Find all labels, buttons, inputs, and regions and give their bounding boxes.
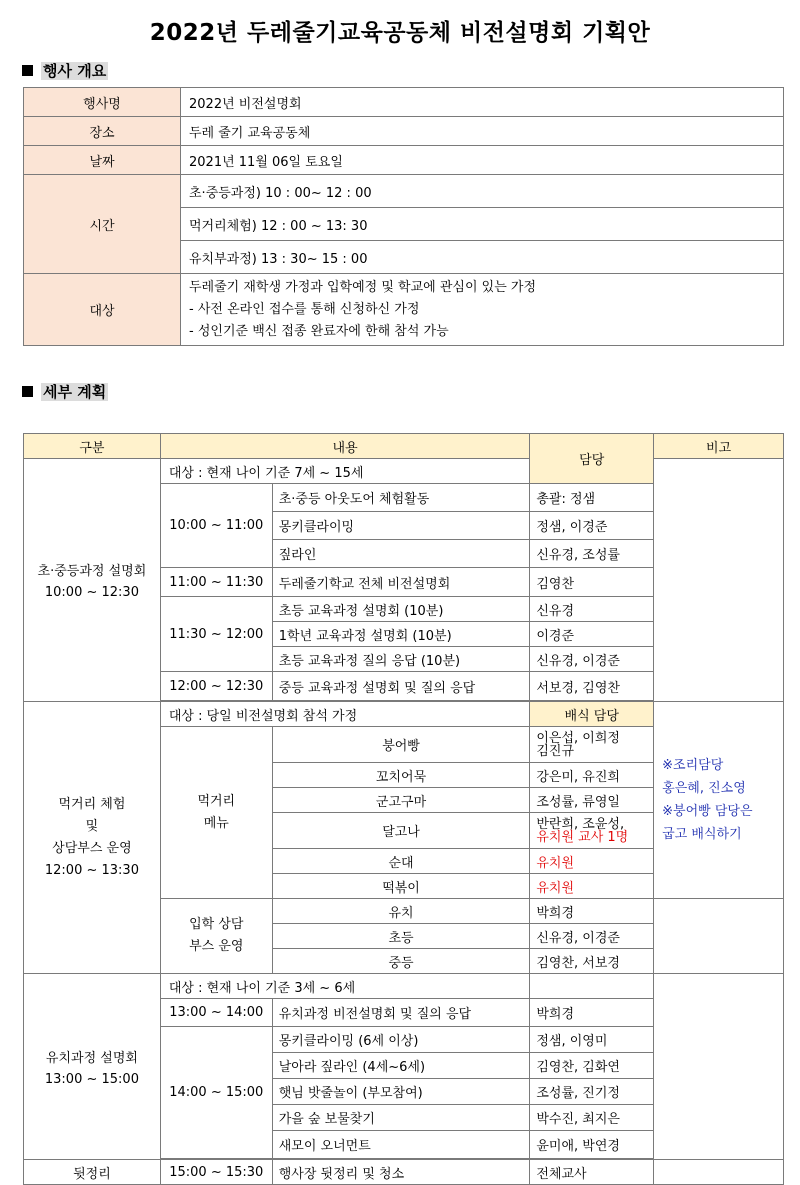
kinder-category-time: 13:00 ~ 15:00 <box>44 1071 139 1087</box>
header-note: 비고 <box>654 434 784 459</box>
kinder-note-cell <box>654 974 784 1160</box>
primary-category-cell <box>24 459 161 702</box>
kinder-target: 대상 : 현재 나이 기준 3세 ~ 6세 <box>160 974 529 999</box>
primary-target: 대상 : 현재 나이 기준 7세 ~ 15세 <box>160 459 529 484</box>
owner <box>530 974 654 999</box>
booth-item: 유치 <box>272 899 530 924</box>
food-owner-header: 배식 담당 <box>530 702 654 727</box>
booth-label-line: 부스 운영 <box>189 939 244 954</box>
owner: 유치원 <box>530 874 654 899</box>
overview-time-value: 먹거리체험) 12 : 00 ~ 13: 30 <box>181 208 784 241</box>
square-bullet-icon <box>22 386 33 397</box>
menu-label-cell <box>160 727 272 899</box>
overview-target-line: - 성인기준 백신 접종 완료자에 한해 참석 가능 <box>189 323 449 339</box>
menu-item: 붕어빵 <box>272 727 530 763</box>
food-category-line: 및 <box>85 818 99 834</box>
food-note-line: 홍은혜, 진소영 <box>662 781 746 796</box>
menu-item: 순대 <box>272 849 530 874</box>
activity: 몽키클라이밍 <box>272 512 530 540</box>
food-note-line: ※조리담당 <box>662 758 724 773</box>
time-slot: 15:00 ~ 15:30 <box>160 1160 272 1185</box>
owner: 박수진, 최지은 <box>530 1105 654 1131</box>
primary-note-cell <box>654 459 784 702</box>
owner: 전체교사 <box>530 1160 654 1185</box>
section-heading-overview: 행사 개요 <box>22 60 108 81</box>
booth-item: 초등 <box>272 924 530 949</box>
owner: 조성률, 류영일 <box>530 788 654 813</box>
header-category: 구분 <box>24 434 161 459</box>
overview-time-value: 유치부과정) 13 : 30~ 15 : 00 <box>181 241 784 274</box>
owner: 정샘, 이영미 <box>530 1027 654 1053</box>
time-slot: 12:00 ~ 12:30 <box>160 672 272 701</box>
menu-item: 달고나 <box>272 813 530 849</box>
owner: 반란희, 조윤성, 유치원 교사 1명 <box>530 813 654 849</box>
owner: 신유경, 이경준 <box>530 924 654 949</box>
menu-label-line: 메뉴 <box>203 815 229 831</box>
food-category-line: 12:00 ~ 13:30 <box>44 862 139 878</box>
menu-item: 군고구마 <box>272 788 530 813</box>
activity: 1학년 교육과정 설명회 (10분) <box>272 622 530 647</box>
activity: 행사장 뒷정리 및 청소 <box>272 1160 530 1185</box>
primary-category-time: 10:00 ~ 12:30 <box>44 585 139 600</box>
activity: 중등 교육과정 설명회 및 질의 응답 <box>272 672 530 701</box>
food-category-cell <box>24 702 161 974</box>
activity: 초등 교육과정 질의 응답 (10분) <box>272 647 530 672</box>
activity: 초·중등 아웃도어 체험활동 <box>272 484 530 512</box>
overview-time-label: 시간 <box>24 175 181 274</box>
owner: 총괄: 정샘 <box>530 484 654 512</box>
activity: 짚라인 <box>272 540 530 568</box>
owner: 신유경, 조성률 <box>530 540 654 568</box>
owner: 김영찬 <box>530 568 654 597</box>
overview-name-value: 2022년 비전설명회 <box>181 88 784 117</box>
owner: 조성률, 진기정 <box>530 1079 654 1105</box>
booth-label-line: 입학 상담 <box>189 917 244 932</box>
square-bullet-icon <box>22 65 33 76</box>
overview-table <box>23 87 784 346</box>
owner: 윤미애, 박연경 <box>530 1131 654 1159</box>
overview-time-value: 초·중등과정) 10 : 00~ 12 : 00 <box>181 175 784 208</box>
activity: 새모이 오너먼트 <box>272 1131 530 1159</box>
food-note-line: 굽고 배식하기 <box>662 827 742 842</box>
owner: 이은섭, 이희정 김진규 <box>530 727 654 763</box>
food-category-line: 상담부스 운영 <box>52 840 132 856</box>
booth-note-cell <box>654 899 784 974</box>
overview-target-line: - 사전 온라인 접수를 통해 신청하신 가정 <box>189 301 420 317</box>
overview-place-value: 두레 줄기 교육공동체 <box>181 117 784 146</box>
owner: 김영찬, 김화연 <box>530 1053 654 1079</box>
owner: 서보경, 김영찬 <box>530 672 654 701</box>
activity: 햇님 밧줄놀이 (부모참여) <box>272 1079 530 1105</box>
owner: 정샘, 이경준 <box>530 512 654 540</box>
header-content: 내용 <box>160 434 529 459</box>
activity: 가을 숲 보물찾기 <box>272 1105 530 1131</box>
time-slot: 13:00 ~ 14:00 <box>160 999 272 1027</box>
owner: 신유경 <box>530 597 654 622</box>
cleanup-category: 뒷정리 <box>24 1160 161 1185</box>
food-note-cell <box>654 702 784 899</box>
time-slot: 14:00 ~ 15:00 <box>160 1027 272 1159</box>
booth-item: 중등 <box>272 949 530 974</box>
overview-place-label: 장소 <box>24 117 181 146</box>
activity: 유치과정 비전설명회 및 질의 응답 <box>272 999 530 1027</box>
overview-target-value <box>181 274 784 346</box>
overview-date-label: 날짜 <box>24 146 181 175</box>
kinder-category-cell <box>24 974 161 1160</box>
kinder-category-name: 유치과정 설명회 <box>45 1050 138 1066</box>
menu-item: 꼬치어묵 <box>272 763 530 788</box>
owner: 신유경, 이경준 <box>530 647 654 672</box>
page-title: 2022년 두레줄기교육공동체 비전설명회 기획안 <box>149 20 651 46</box>
activity: 몽키클라이밍 (6세 이상) <box>272 1027 530 1053</box>
header-owner: 담당 <box>530 434 654 484</box>
time-slot: 11:00 ~ 11:30 <box>160 568 272 597</box>
cleanup-note-cell <box>654 1160 784 1185</box>
owner: 박희경 <box>530 999 654 1027</box>
overview-target-line: 두레줄기 재학생 가정과 입학예정 및 학교에 관심이 있는 가정 <box>189 279 537 295</box>
owner: 이경준 <box>530 622 654 647</box>
food-note-line: ※붕어빵 담당은 <box>662 804 753 819</box>
primary-category-name: 초·중등과정 설명회 <box>37 564 147 579</box>
food-target: 대상 : 당일 비전설명회 참석 가정 <box>160 702 529 727</box>
section-heading-detail: 세부 계획 <box>22 381 108 402</box>
owner: 김영찬, 서보경 <box>530 949 654 974</box>
food-category-line: 먹거리 체험 <box>58 796 126 812</box>
overview-target-label: 대상 <box>24 274 181 346</box>
activity: 날아라 짚라인 (4세~6세) <box>272 1053 530 1079</box>
menu-label-line: 먹거리 <box>197 793 236 809</box>
activity: 두레줄기학교 전체 비전설명회 <box>272 568 530 597</box>
owner: 강은미, 유진희 <box>530 763 654 788</box>
detail-plan-table <box>23 433 784 1185</box>
booth-label-cell <box>160 899 272 974</box>
overview-date-value: 2021년 11월 06일 토요일 <box>181 146 784 175</box>
owner: 박희경 <box>530 899 654 924</box>
overview-name-label: 행사명 <box>24 88 181 117</box>
activity: 초등 교육과정 설명회 (10분) <box>272 597 530 622</box>
time-slot: 11:30 ~ 12:00 <box>160 597 272 672</box>
time-slot: 10:00 ~ 11:00 <box>160 484 272 568</box>
owner: 유치원 <box>530 849 654 874</box>
menu-item: 떡볶이 <box>272 874 530 899</box>
